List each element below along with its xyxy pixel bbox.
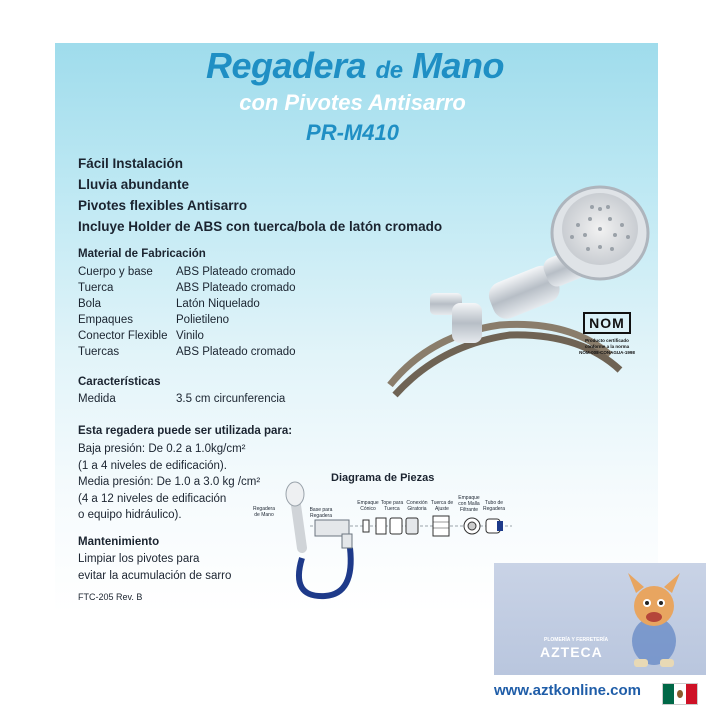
materials-heading: Material de Fabricación bbox=[78, 248, 206, 260]
nom-certification: NOM Producto certificado conforme a la norma NOM-008-CONAGUA-1998 bbox=[567, 312, 647, 356]
characteristic-row: Medida 3.5 cm circunferencia bbox=[78, 393, 286, 405]
label-base: Base para Regadera bbox=[309, 507, 333, 519]
table-row: Conector Flexible Vinilo bbox=[78, 330, 204, 342]
label-tuerca: Tuerca de Ajuste bbox=[430, 500, 454, 512]
pressure-info: Baja presión: De 0.2 a 1.0kg/cm² (1 a 4 niveles de edificación). Media presión: De 1.0 a 3.0 kg /cm² (4 a 12 niveles de edificación o equipo hidráulico). bbox=[78, 443, 261, 521]
store-tagline: PLOMERÍA Y FERRETERÍA bbox=[544, 637, 609, 643]
table-row: Tuercas ABS Plateado cromado bbox=[78, 346, 296, 358]
label-tope: Tope para Tuerca bbox=[380, 500, 404, 512]
diagram-title: Diagrama de Piezas bbox=[331, 472, 435, 484]
maintenance-heading: Mantenimiento bbox=[78, 536, 160, 548]
website-link[interactable]: www.aztkonline.com bbox=[494, 682, 641, 699]
mexico-flag-icon bbox=[662, 683, 698, 705]
table-row: Cuerpo y base ABS Plateado cromado bbox=[78, 266, 296, 278]
maintenance-info: Limpiar los pivotes para evitar la acumulación de sarro bbox=[78, 553, 232, 582]
store-branding-panel bbox=[494, 563, 706, 675]
product-model: PR-M410 bbox=[306, 120, 399, 145]
mascot-icon bbox=[614, 571, 694, 671]
nom-mark: NOM bbox=[583, 312, 631, 334]
feature-item: Incluye Holder de ABS con tuerca/bola de latón cromado bbox=[78, 219, 443, 234]
shower-product-photo bbox=[370, 185, 660, 405]
table-row: Empaques Polietileno bbox=[78, 314, 230, 326]
feature-item: Lluvia abundante bbox=[78, 177, 190, 192]
label-regadera: Regadera de Mano bbox=[253, 506, 275, 518]
label-conexion: Conexión Giratoria bbox=[406, 500, 428, 512]
label-empaque-malla: Empaque con Malla Filtrante bbox=[458, 495, 480, 513]
label-empaque-conico: Empaque Cónico bbox=[357, 500, 379, 512]
feature-item: Pivotes flexibles Antisarro bbox=[78, 198, 248, 213]
product-subtitle: con Pivotes Antisarro bbox=[239, 90, 466, 115]
table-row: Tuerca ABS Plateado cromado bbox=[78, 282, 296, 294]
product-title: Regadera de Mano bbox=[205, 45, 505, 86]
pressure-heading: Esta regadera puede ser utilizada para: bbox=[78, 425, 293, 437]
table-row: Bola Latón Niquelado bbox=[78, 298, 260, 310]
feature-item: Fácil Instalación bbox=[78, 156, 184, 171]
materials-table bbox=[78, 264, 296, 360]
label-tubo: Tubo de Regadera bbox=[483, 500, 505, 512]
document-code: FTC-205 Rev. B bbox=[78, 592, 143, 602]
characteristics-heading: Características bbox=[78, 376, 161, 388]
store-name: AZTECA bbox=[540, 644, 603, 660]
